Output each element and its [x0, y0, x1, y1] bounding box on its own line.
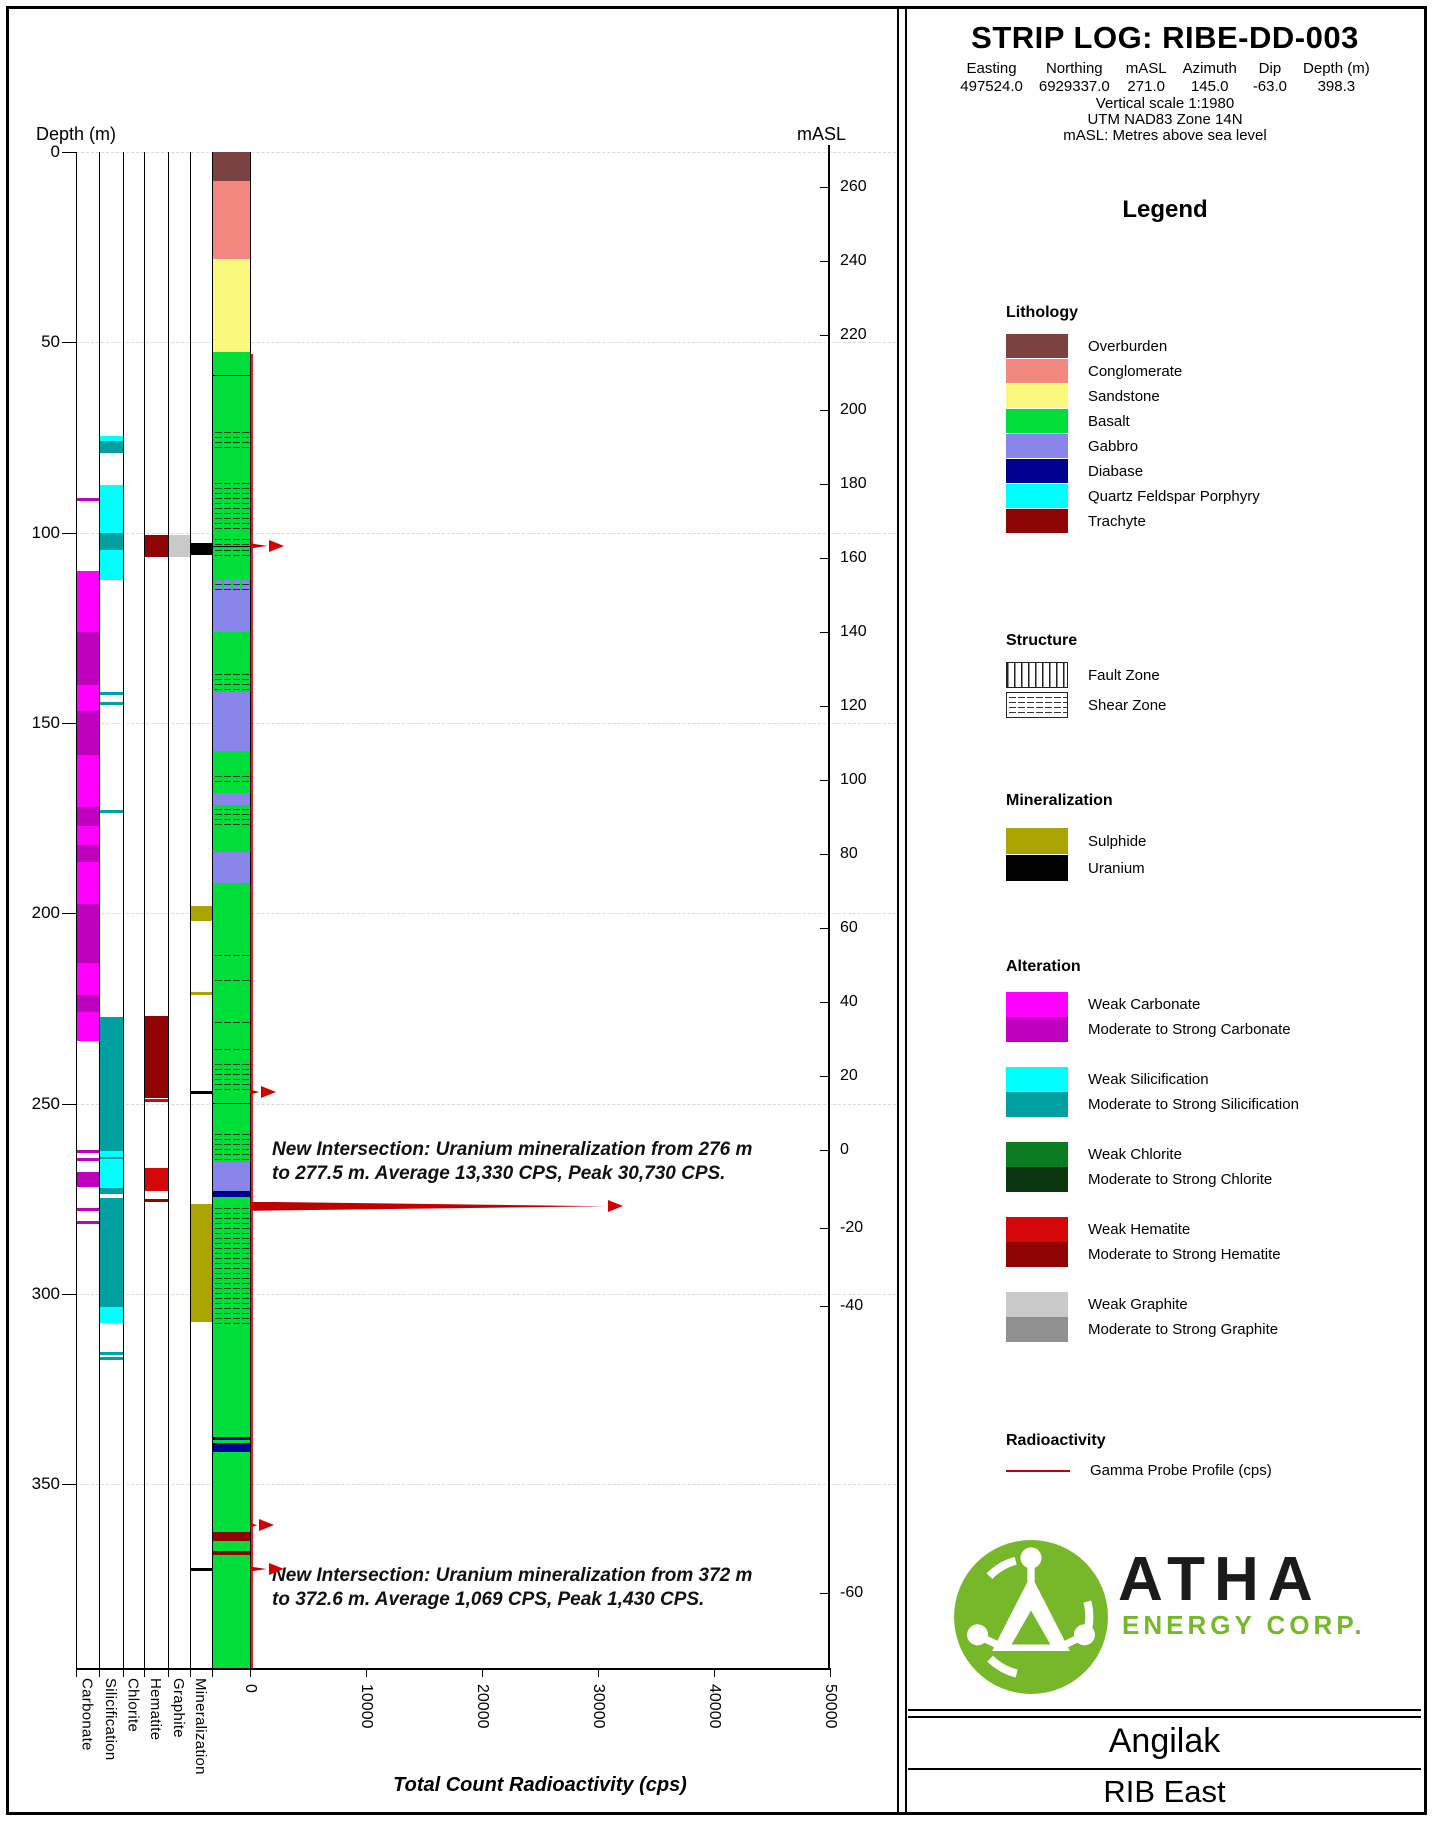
column-frame-line: [168, 152, 169, 1668]
footer-divider-3: [908, 1768, 1421, 1770]
legend-lithology-diabase-swatch: [1006, 459, 1068, 483]
depth-tick-label: 300: [31, 1283, 60, 1303]
drillhole-params: [908, 60, 1422, 95]
hematite-interval: [145, 1016, 168, 1098]
legend-chlorite-weak-label: Weak Chlorite: [1088, 1146, 1182, 1163]
x-axis-title: Total Count Radioactivity (cps): [393, 1774, 687, 1796]
shear-zone-overlay: [213, 1045, 250, 1051]
param-easting: Easting 497524.0: [960, 60, 1023, 95]
hematite-interval: [145, 535, 168, 557]
depth-tick: [62, 1104, 76, 1105]
legend-silicification-weak-label: Weak Silicification: [1088, 1071, 1209, 1088]
shear-zone-overlay: [213, 951, 250, 959]
masl-tick: [820, 1228, 828, 1229]
shear-zone-overlay: [213, 670, 250, 693]
legend-hematite-weak: [1006, 1217, 1299, 1242]
legend-structure-shear: [1006, 692, 1166, 718]
shear-zone-overlay: [213, 479, 250, 532]
silicification-interval: [100, 485, 123, 533]
silicification-interval: [100, 702, 123, 705]
legend-hematite-strong-swatch: [1006, 1242, 1068, 1267]
masl-tick: [820, 410, 828, 411]
legend-lithology-basalt: [1006, 409, 1260, 433]
lithology-contact: [212, 375, 250, 377]
lithology-interval: [213, 1162, 250, 1191]
silicification-interval: [100, 1352, 123, 1355]
legend-lithology-overburden: [1006, 334, 1260, 358]
legend-lithology-sandstone-swatch: [1006, 384, 1068, 408]
carbonate-interval: [77, 632, 99, 685]
lithology-contact: [212, 1103, 250, 1105]
carbonate-interval: [77, 685, 99, 712]
graphite-interval: [169, 535, 190, 557]
column-label-graphite: Graphite: [170, 1677, 187, 1738]
depth-gridline: [76, 1104, 896, 1105]
legend-lithology-quartz-feldspar-porphyry-swatch: [1006, 484, 1068, 508]
legend-lithology-diabase: [1006, 459, 1260, 483]
depth-tick-label: 0: [50, 142, 60, 161]
carbonate-interval: [77, 845, 99, 862]
gamma-line-label: Gamma Probe Profile (cps): [1090, 1462, 1272, 1479]
lithology-interval: [213, 1532, 250, 1542]
masl-tick-label: 180: [840, 475, 867, 492]
gamma-line-icon: [1006, 1470, 1070, 1472]
legend-graphite-strong-label: Moderate to Strong Graphite: [1088, 1321, 1279, 1338]
legend-silicification-strong-label: Moderate to Strong Silicification: [1088, 1096, 1299, 1113]
legend-lithology-gabbro: [1006, 434, 1260, 458]
legend-chlorite-weak: [1006, 1142, 1299, 1167]
masl-tick-label: 80: [840, 845, 858, 862]
silicification-interval: [100, 1357, 123, 1360]
legend-structure-shear-swatch: [1006, 692, 1068, 718]
legend-lithology-gabbro-swatch: [1006, 434, 1068, 458]
lithology-interval: [213, 259, 250, 352]
legend-graphite-strong: [1006, 1317, 1299, 1342]
depth-tick: [62, 1294, 76, 1295]
column-tick: [123, 1668, 124, 1677]
legend-alteration-carbonate: [1006, 992, 1299, 1042]
depth-tick: [62, 152, 76, 153]
masl-tick: [820, 261, 828, 262]
param-northing: Northing 6929337.0: [1038, 60, 1110, 95]
shear-zone-overlay: [213, 1060, 250, 1094]
legend-graphite-strong-swatch: [1006, 1317, 1068, 1342]
legend-carbonate-weak-swatch: [1006, 992, 1068, 1017]
hematite-interval: [145, 1199, 168, 1202]
masl-tick: [820, 484, 828, 485]
legend-silicification-weak: [1006, 1067, 1299, 1092]
column-label-hematite: Hematite: [147, 1677, 164, 1741]
legend-structure-fault-label: Fault Zone: [1088, 666, 1160, 684]
legend-silicification-weak-swatch: [1006, 1067, 1068, 1092]
masl-tick-label: -20: [840, 1219, 864, 1236]
atha-logo-icon: [950, 1536, 1112, 1698]
column-tick: [168, 1668, 169, 1677]
legend-structure-items: [1006, 662, 1166, 722]
masl-tick: [820, 1076, 828, 1077]
lithology-interval: [213, 152, 250, 181]
depth-axis-title: Depth (m): [36, 124, 117, 144]
legend-lithology-diabase-label: Diabase: [1088, 462, 1144, 480]
legend-lithology-trachyte-swatch: [1006, 509, 1068, 533]
legend-carbonate-strong: [1006, 1017, 1299, 1042]
legend-lithology-conglomerate: [1006, 359, 1260, 383]
legend-alteration-groups: [1006, 992, 1299, 1367]
masl-tick: [820, 928, 828, 929]
mineralization-interval: [191, 906, 212, 921]
column-label-chlorite: Chlorite: [124, 1677, 142, 1733]
masl-tick: [820, 1150, 828, 1151]
legend-lithology-header: Lithology: [1006, 304, 1078, 321]
hematite-interval: [145, 1168, 168, 1191]
legend-mineralization-sulphide: [1006, 828, 1146, 854]
shear-zone-overlay: [213, 805, 250, 828]
legend-lithology-quartz-feldspar-porphyry-label: Quartz Feldspar Porphyry: [1088, 487, 1260, 505]
silicification-interval: [100, 441, 123, 452]
masl-tick: [820, 706, 828, 707]
cps-tick: [714, 1668, 715, 1677]
cps-tick-label: 0: [242, 1683, 259, 1693]
legend-structure-header: Structure: [1006, 632, 1078, 649]
legend-radioactivity-header: Radioactivity: [1006, 1432, 1106, 1449]
carbonate-interval: [77, 807, 99, 826]
carbonate-interval: [77, 963, 99, 995]
annotation-2-line2: to 372.6 m. Average 1,069 CPS, Peak 1,430 CPS.: [272, 1589, 705, 1611]
cps-tick: [250, 1668, 251, 1677]
lithology-interval: [213, 1541, 250, 1551]
cps-tick-label: 50000: [822, 1683, 839, 1729]
legend-mineralization-uranium-swatch: [1006, 855, 1068, 881]
lithology-interval: [213, 1555, 250, 1668]
legend-lithology-quartz-feldspar-porphyry: [1006, 484, 1260, 508]
gamma-marker-arrow: [269, 1563, 284, 1575]
column-frame-line: [123, 152, 124, 1668]
shear-zone-overlay: [213, 1204, 250, 1324]
silicification-interval: [100, 1198, 123, 1307]
mineralization-interval: [191, 1568, 212, 1571]
masl-tick-label: 0: [840, 1141, 849, 1158]
carbonate-interval: [77, 862, 99, 904]
cps-tick-label: 10000: [358, 1683, 375, 1729]
shear-zone-overlay: [213, 428, 250, 451]
masl-tick: [820, 854, 828, 855]
legend-graphite-weak-swatch: [1006, 1292, 1068, 1317]
panel-divider-2: [905, 6, 907, 1815]
gamma-marker-arrow: [608, 1200, 623, 1212]
masl-tick: [820, 187, 828, 188]
shear-zone-overlay: [213, 772, 250, 783]
legend-chlorite-weak-swatch: [1006, 1142, 1068, 1167]
intersection-annotation-2: [272, 1564, 792, 1613]
lithology-contact: [212, 546, 250, 548]
footer-divider-2: [908, 1716, 1421, 1718]
shear-zone-overlay: [213, 535, 250, 545]
legend-alteration-header: Alteration: [1006, 958, 1081, 975]
legend-chlorite-strong-swatch: [1006, 1167, 1068, 1192]
legend-graphite-weak-label: Weak Graphite: [1088, 1296, 1188, 1313]
carbonate-interval: [77, 995, 99, 1012]
depth-tick: [62, 913, 76, 914]
mineralization-interval: [191, 1204, 212, 1322]
param-azimuth: Azimuth 145.0: [1182, 60, 1237, 95]
lithology-interval: [213, 1443, 250, 1452]
silicification-interval: [100, 1017, 123, 1151]
depth-tick-label: 50: [41, 332, 60, 352]
column-label-silicification: Silicification: [102, 1677, 119, 1761]
panel-divider: [897, 6, 899, 1815]
column-label-mineralization: Mineralization: [192, 1677, 209, 1775]
legend-mineralization-header: Mineralization: [1006, 792, 1113, 809]
masl-tick-label: -40: [840, 1297, 864, 1314]
legend-lithology-conglomerate-swatch: [1006, 359, 1068, 383]
silicification-interval: [100, 1159, 123, 1188]
legend-carbonate-strong-swatch: [1006, 1017, 1068, 1042]
silicification-interval: [100, 550, 123, 580]
legend-mineralization-items: [1006, 828, 1146, 882]
carbonate-interval: [77, 1158, 99, 1161]
column-label-carbonate: Carbonate: [78, 1677, 96, 1751]
silicification-interval: [100, 533, 123, 550]
depth-gridline: [76, 152, 896, 153]
masl-tick-label: -60: [840, 1584, 864, 1601]
legend-title: Legend: [1122, 196, 1208, 223]
cps-tick: [598, 1668, 599, 1677]
legend-lithology-items: [1006, 334, 1260, 534]
depth-tick-label: 150: [31, 712, 60, 732]
masl-note: mASL: Metres above sea level: [1063, 126, 1267, 144]
masl-tick-label: 200: [840, 401, 867, 418]
cps-tick-label: 30000: [590, 1683, 607, 1729]
lithology-interval: [213, 852, 250, 882]
depth-tick-label: 100: [31, 522, 60, 542]
atha-logo-text: ATHA: [1118, 1545, 1322, 1614]
depth-gridline: [76, 723, 896, 724]
annotation-2-line1: New Intersection: Uranium mineralization from 372 m: [272, 1565, 753, 1586]
silicification-interval: [100, 1307, 123, 1323]
legend-lithology-sandstone-label: Sandstone: [1088, 387, 1160, 405]
silicification-interval: [100, 692, 123, 695]
shear-zone-overlay: [213, 1130, 250, 1162]
silicification-interval: [100, 810, 123, 813]
legend-structure-fault: [1006, 662, 1166, 688]
area-name: RIB East: [1103, 1774, 1226, 1809]
annotation-1-line1: New Intersection: Uranium mineralization from 276 m: [272, 1139, 753, 1160]
carbonate-interval: [77, 1172, 99, 1187]
cps-tick-label: 40000: [706, 1683, 723, 1729]
atha-logo-subtext: ENERGY CORP.: [1122, 1610, 1366, 1640]
shear-zone-overlay: [213, 546, 250, 557]
gamma-marker-arrow: [261, 1086, 276, 1098]
legend-lithology-trachyte: [1006, 509, 1260, 533]
masl-tick-label: 220: [840, 326, 867, 343]
masl-tick-label: 60: [840, 919, 858, 936]
carbonate-interval: [77, 1150, 99, 1153]
masl-tick-label: 100: [840, 771, 867, 788]
column-tick: [76, 1668, 77, 1677]
depth-tick-label: 350: [31, 1474, 60, 1494]
masl-tick: [820, 558, 828, 559]
column-tick: [190, 1668, 191, 1677]
legend-chlorite-strong: [1006, 1167, 1299, 1192]
silicification-interval: [100, 1188, 123, 1194]
masl-tick: [820, 780, 828, 781]
param-masl: mASL 271.0: [1125, 60, 1167, 95]
masl-tick: [820, 632, 828, 633]
project-name: Angilak: [1108, 1722, 1221, 1760]
legend-alteration-graphite: [1006, 1292, 1299, 1342]
lithology-interval: [213, 692, 250, 751]
column-tick: [144, 1668, 145, 1677]
footer-divider: [908, 1709, 1421, 1711]
legend-lithology-overburden-label: Overburden: [1088, 337, 1168, 355]
legend-lithology-basalt-swatch: [1006, 409, 1068, 433]
legend-lithology-sandstone: [1006, 384, 1260, 408]
legend-mineralization-sulphide-label: Sulphide: [1088, 832, 1147, 850]
column-tick: [212, 1668, 213, 1677]
param-dip: Dip -63.0: [1252, 60, 1288, 95]
legend-hematite-strong: [1006, 1242, 1299, 1267]
carbonate-interval: [77, 755, 99, 806]
masl-tick-label: 20: [840, 1067, 858, 1084]
masl-tick: [820, 1306, 828, 1307]
legend-lithology-conglomerate-label: Conglomerate: [1088, 362, 1183, 380]
lithology-interval: [213, 793, 250, 804]
legend-silicification-strong: [1006, 1092, 1299, 1117]
shear-zone-overlay: [213, 580, 250, 590]
cps-tick: [482, 1668, 483, 1677]
legend-graphite-weak: [1006, 1292, 1299, 1317]
column-tick: [99, 1668, 100, 1677]
legend-chlorite-strong-label: Moderate to Strong Chlorite: [1088, 1171, 1273, 1188]
depth-gridline: [76, 342, 896, 343]
depth-tick: [62, 342, 76, 343]
cps-tick: [366, 1668, 367, 1677]
depth-gridline: [76, 1484, 896, 1485]
masl-tick-label: 160: [840, 549, 867, 566]
gamma-trace-line: [251, 354, 253, 1668]
masl-axis-title: mASL: [797, 124, 847, 144]
masl-tick: [820, 335, 828, 336]
carbonate-interval: [77, 904, 99, 963]
cps-tick: [830, 1668, 831, 1677]
cps-tick-label: 20000: [474, 1683, 491, 1729]
legend-alteration-hematite: [1006, 1217, 1299, 1267]
carbonate-interval: [77, 1221, 99, 1224]
masl-tick-label: 120: [840, 697, 867, 714]
column-frame-line: [144, 152, 145, 1668]
page-title: STRIP LOG: RIBE-DD-003: [971, 20, 1359, 55]
carbonate-interval: [77, 711, 99, 755]
legend-structure-shear-label: Shear Zone: [1088, 696, 1167, 714]
legend-mineralization-sulphide-swatch: [1006, 828, 1068, 854]
mineralization-interval: [191, 1091, 212, 1094]
vertical-scale-note: Vertical scale 1:1980: [1095, 95, 1235, 112]
legend-carbonate-strong-label: Moderate to Strong Carbonate: [1088, 1021, 1291, 1038]
utm-zone-note: UTM NAD83 Zone 14N: [1087, 110, 1243, 128]
intersection-annotation-1: [272, 1138, 792, 1187]
carbonate-interval: [77, 1012, 99, 1041]
masl-tick-label: 260: [840, 178, 867, 195]
legend-structure-fault-swatch: [1006, 662, 1068, 688]
carbonate-interval: [77, 1208, 99, 1211]
gamma-marker-arrow: [259, 1519, 274, 1531]
depth-tick: [62, 723, 76, 724]
legend-lithology-overburden-swatch: [1006, 334, 1068, 358]
carbonate-interval: [77, 498, 99, 501]
gamma-marker-arrow: [269, 540, 284, 552]
legend-hematite-strong-label: Moderate to Strong Hematite: [1088, 1246, 1281, 1263]
legend-mineralization-uranium: [1006, 855, 1146, 881]
masl-tick: [820, 1002, 828, 1003]
legend-hematite-weak-label: Weak Hematite: [1088, 1221, 1191, 1238]
depth-gridline: [76, 533, 896, 534]
legend-alteration-chlorite: [1006, 1142, 1299, 1192]
mineralization-interval: [191, 992, 212, 995]
masl-axis-line: [828, 145, 830, 1668]
legend-alteration-silicification: [1006, 1067, 1299, 1117]
legend-mineralization-uranium-label: Uranium: [1088, 859, 1145, 877]
legend-hematite-weak-swatch: [1006, 1217, 1068, 1242]
masl-tick-label: 240: [840, 252, 867, 269]
hematite-interval: [145, 1099, 168, 1102]
depth-tick-label: 200: [31, 903, 60, 923]
carbonate-interval: [77, 826, 99, 845]
legend-carbonate-weak: [1006, 992, 1299, 1017]
scale-notes: [908, 96, 1422, 143]
carbonate-interval: [77, 571, 99, 632]
masl-tick-label: 40: [840, 993, 858, 1010]
masl-tick: [820, 1593, 828, 1594]
depth-tick: [62, 533, 76, 534]
shear-zone-overlay: [213, 976, 250, 982]
legend-lithology-trachyte-label: Trachyte: [1088, 512, 1146, 530]
legend-lithology-basalt-label: Basalt: [1088, 412, 1130, 430]
legend-lithology-gabbro-label: Gabbro: [1088, 437, 1139, 455]
legend-silicification-strong-swatch: [1006, 1092, 1068, 1117]
depth-tick-label: 250: [31, 1093, 60, 1113]
lithology-interval: [213, 181, 250, 259]
param-depth-m-: Depth (m) 398.3: [1303, 60, 1370, 95]
mineralization-interval: [191, 543, 212, 555]
legend-gamma-item: [1006, 1462, 1272, 1479]
lithology-interval: [213, 1452, 250, 1532]
depth-tick: [62, 1484, 76, 1485]
column-frame-line: [99, 152, 100, 1668]
shear-zone-overlay: [213, 1018, 250, 1028]
annotation-1-line2: to 277.5 m. Average 13,330 CPS, Peak 30,730 CPS.: [272, 1163, 726, 1185]
legend-carbonate-weak-label: Weak Carbonate: [1088, 996, 1201, 1013]
masl-tick-label: 140: [840, 623, 867, 640]
